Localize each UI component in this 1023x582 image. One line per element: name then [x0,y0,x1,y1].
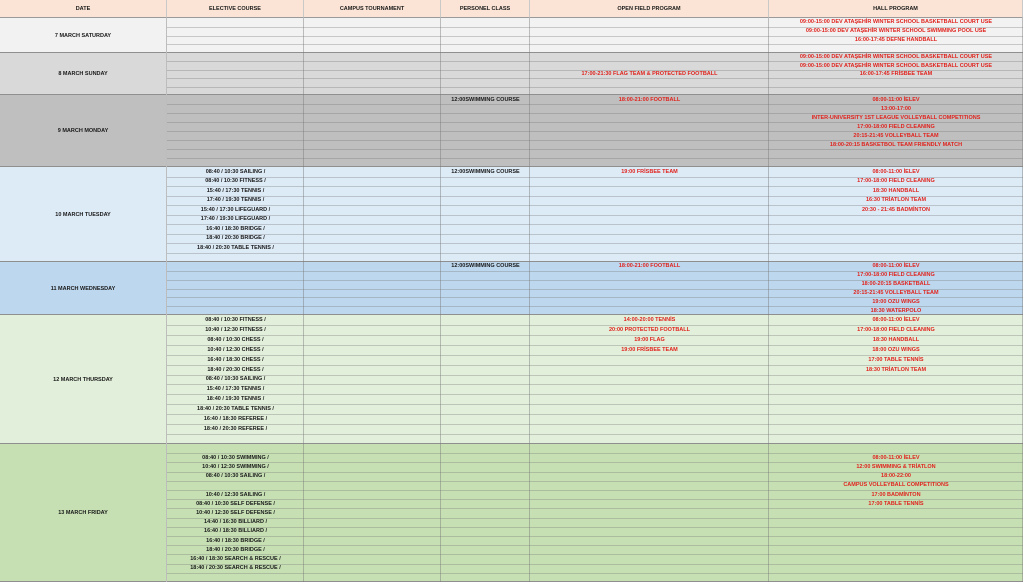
open-field-program-entry: 17:00-21:30 FLAG TEAM & PROTECTED FOOTBALL [581,70,718,77]
date-cell: 10 MARCH TUESDAY [0,167,167,262]
open-field-program-entry: 19:00 FLAG [634,336,665,343]
elective-course-entry: 16:40 / 18:30 BRIDGE / [206,537,265,544]
hall-program-entry: 20:30 - 21:45 BADMİNTON [861,206,931,213]
elective-course-entry: 18:40 / 19:30 TENNIS / [206,396,265,403]
column-divider [440,18,441,53]
elective-course-entry: 08:40 / 10:30 SWIMMING / [202,454,269,461]
date-cell: 12 MARCH THURSDAY [0,315,167,444]
hall-program-entry: 09:00-15:00 DEV ATAŞEHİR WINTER SCHOOL SWIMMING POOL USE [805,28,987,35]
row-divider [167,573,1023,574]
elective-course-entry: 18:40 / 20:30 BRIDGE / [206,546,265,553]
hall-program-entry: 18:00-20:15 BASKETBOL TEAM FRIENDLY MATCH [829,141,963,148]
date-cell: 9 MARCH MONDAY [0,95,167,167]
row-divider [167,78,1023,79]
column-divider [303,95,304,167]
date-cell: 7 MARCH SATURDAY [0,18,167,53]
elective-course-entry: 16:40 / 18:30 CHESS / [207,356,264,363]
row-divider [167,87,1023,88]
column-divider [440,53,441,95]
hall-program-entry: CAMPUS VOLLEYBALL COMPETITIONS [843,482,949,489]
elective-course-entry: 16:40 / 18:30 BILLIARD / [204,528,267,535]
hall-program-entry: 18:00 OZU WINGS [872,346,920,353]
hall-program-entry: 17:00 TABLE TENNİS [868,356,924,363]
hall-program-entry: 18:30 HANDBALL [872,187,920,194]
header-elective-course: ELECTIVE COURSE [167,0,304,18]
elective-course-entry: 18:40 / 20:30 TABLE TENNIS / [197,406,274,413]
elective-course-entry: 17:40 / 19:30 LIFEGUARD / [200,216,271,223]
column-divider [529,167,530,262]
hall-program-entry: 17:00 TABLE TENNİS [868,500,924,507]
hall-program-entry: 09:00-15:00 DEV ATAŞEHİR WINTER SCHOOL BASKETBALL COURT USE [799,54,993,61]
elective-course-entry: 10:40 / 12:30 FITNESS / [205,326,266,333]
column-divider [440,167,441,262]
column-divider [440,95,441,167]
hall-program-entry: 08:00-11:00 İELEV [872,316,920,323]
header-date: DATE [0,0,167,18]
column-divider [303,53,304,95]
elective-course-entry: 18:40 / 20:30 BRIDGE / [206,235,265,242]
header-campus-tournament: CAMPUS TOURNAMENT [304,0,441,18]
open-field-program-entry: 18:00-21:00 FOOTBALL [618,96,681,103]
elective-course-entry: 16:40 / 18:30 REFEREE / [203,416,268,423]
column-divider [529,444,530,582]
elective-course-entry: 08:40 / 10:30 SAILING / [205,473,266,480]
header-open-field-program: OPEN FIELD PROGRAM [530,0,769,18]
elective-course-entry: 15:40 / 17:30 LIFEGUARD / [200,206,271,213]
hall-program-entry: 13:00-17:00 [881,105,911,112]
open-field-program-entry: 20:00 PROTECTED FOOTBALL [609,326,690,333]
column-divider [303,262,304,315]
elective-course-entry: 18:40 / 20:30 SEARCH & RESCUE / [190,565,281,572]
hall-program-entry: 19:00 OZU WINGS [872,298,920,305]
hall-program-entry: 20:15-21:45 VOLLEYBALL TEAM [853,132,939,139]
elective-course-entry: 15:40 / 17:30 TENNIS / [206,187,265,194]
row-divider [167,44,1023,45]
date-cell: 13 MARCH FRIDAY [0,444,167,582]
elective-course-entry: 08:40 / 10:30 CHESS / [207,336,264,343]
hall-program-entry: 20:15-21:45 VOLLEYBALL TEAM [853,289,939,296]
hall-program-entry: 18:30 WATERPOLO [870,307,922,314]
date-cell: 11 MARCH WEDNESDAY [0,262,167,315]
elective-course-entry: 18:40 / 20:30 TABLE TENNIS / [197,244,274,251]
row-divider [167,158,1023,159]
header-personel-class: PERSONEL CLASS [441,0,530,18]
elective-course-entry: 18:40 / 20:30 REFEREE / [203,426,268,433]
hall-program-entry: 08:00-11:00 İELEV [872,96,920,103]
elective-course-entry: 08:40 / 10:30 SAILING / [205,376,266,383]
hall-program-entry: 08:00-11:00 İELEV [872,454,920,461]
hall-program-entry: 18:30 HANDBALL [872,336,920,343]
hall-program-entry: 08:00-11:00 İELEV [872,168,920,175]
elective-course-entry: 08:40 / 10:30 SELF DEFENSE / [196,500,275,507]
hall-program-entry: 16:00-17:45 DEFNE HANDBALL [854,36,938,43]
column-divider [303,18,304,53]
hall-program-entry: 12:00 SWIMMING & TRİATLON [856,463,936,470]
row-divider [167,434,1023,435]
elective-course-entry: 10:40 / 12:30 SWIMMING / [202,463,269,470]
elective-course-entry: 15:40 / 17:30 TENNIS / [206,386,265,393]
elective-course-entry: 10:40 / 12:30 SAILING / [205,491,266,498]
open-field-program-entry: 18:00-21:00 FOOTBALL [618,263,681,270]
column-divider [440,444,441,582]
hall-program-entry: 09:00-15:00 DEV ATAŞEHİR WINTER SCHOOL BASKETBALL COURT USE [799,62,993,69]
elective-course-entry: 16:40 / 18:30 SEARCH & RESCUE / [190,555,281,562]
column-divider [529,95,530,167]
personel-class-entry: 12:00SWIMMING COURSE [451,168,520,175]
hall-program-entry: 16:00-17:45 FRİSBEE TEAM [859,70,933,77]
hall-program-entry: 18:00-22:00 [881,473,911,480]
hall-program-entry: 16:30 TRİATLON TEAM [865,197,927,204]
row-divider [167,253,1023,254]
personel-class-entry: 12:00SWIMMING COURSE [451,96,520,103]
elective-course-entry: 08:40 / 10:30 FITNESS / [205,178,266,185]
column-divider [440,315,441,444]
elective-course-entry: 08:40 / 10:30 FITNESS / [205,316,266,323]
hall-program-entry: 17:00-18:00 FIELD CLEANING [857,178,935,185]
hall-program-entry: INTER-UNIVERSITY 1ST LEAGUE VOLLEYBALL COMPETITIONS [811,114,981,121]
elective-course-entry: 10:40 / 12:30 CHESS / [207,346,264,353]
row-divider [167,149,1023,150]
elective-course-entry: 17:40 / 19:30 TENNIS / [206,197,265,204]
elective-course-entry: 16:40 / 18:30 BRIDGE / [206,225,265,232]
elective-course-entry: 10:40 / 12:30 SELF DEFENSE / [196,509,275,516]
hall-program-entry: 17:00-18:00 FIELD CLEANING [857,326,935,333]
hall-program-entry: 09:00-15:00 DEV ATAŞEHİR WINTER SCHOOL BASKETBALL COURT USE [799,19,993,26]
hall-program-entry: 18:30 TRİATLON TEAM [865,366,927,373]
open-field-program-entry: 19:00 FRİSBEE TEAM [621,346,678,353]
open-field-program-entry: 14:00-20:00 TENNİS [623,316,676,323]
elective-course-entry: 18:40 / 20:30 CHESS / [207,366,264,373]
column-divider [529,18,530,53]
date-cell: 8 MARCH SUNDAY [0,53,167,95]
personel-class-entry: 12:00SWIMMING COURSE [451,263,520,270]
header-hall-program: HALL PROGRAM [769,0,1023,18]
open-field-program-entry: 19:00 FRİSBEE TEAM [621,168,678,175]
hall-program-entry: 17:00 BADMİNTON [871,491,921,498]
hall-program-entry: 17:00-18:00 FIELD CLEANING [857,272,935,279]
elective-course-entry: 08:40 / 10:30 SAILING / [205,168,266,175]
hall-program-entry: 17:00-18:00 FIELD CLEANING [857,123,935,130]
hall-program-entry: 18:00-20:15 BASKETBALL [861,281,931,288]
hall-program-entry: 08:00-11:00 İELEV [872,263,920,270]
elective-course-entry: 14:40 / 16:30 BILLIARD / [204,519,267,526]
